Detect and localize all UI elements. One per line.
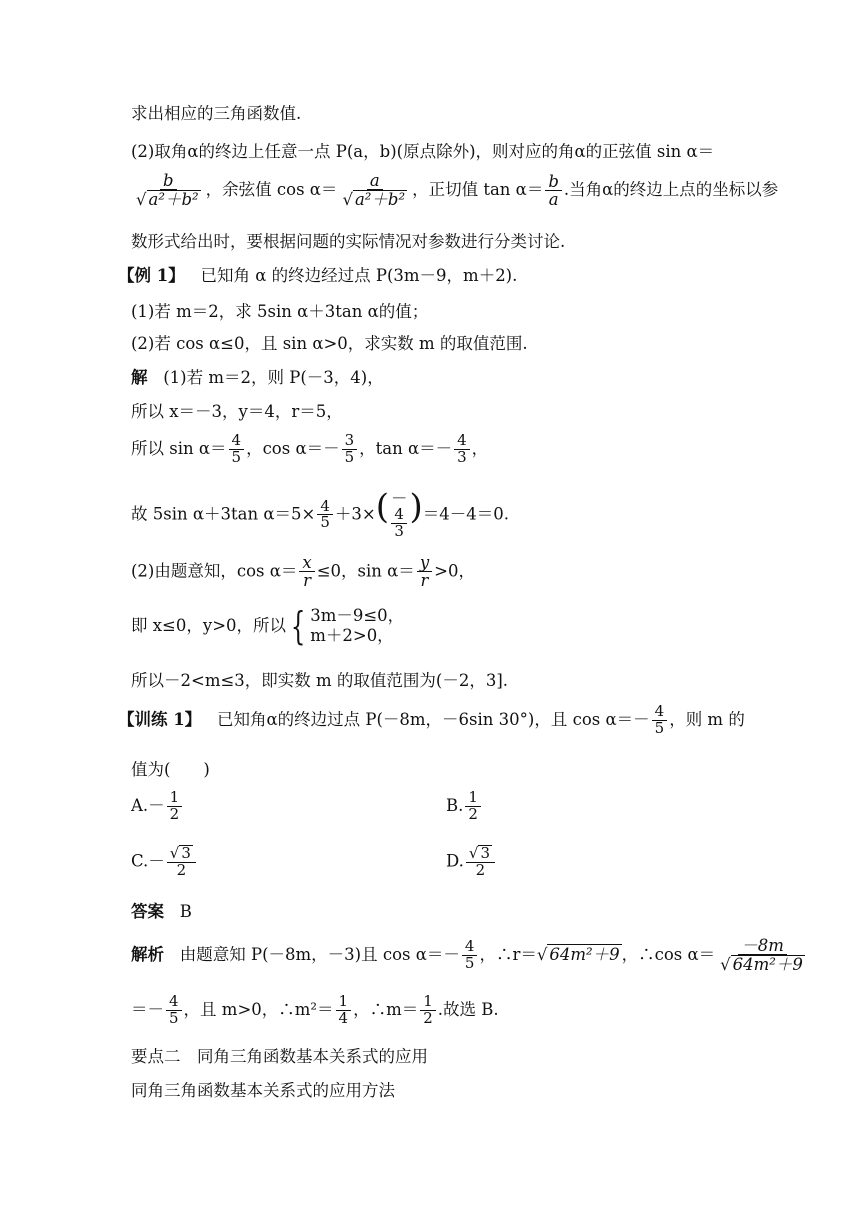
solution-line: 即 x≤0，y>0，所以 { 3m－9≤0， m＋2>0，	[131, 603, 405, 648]
solution-line: 所以 x＝－3，y＝4，r＝5，	[131, 402, 343, 421]
text-line: 求出相应的三角函数值.	[131, 104, 302, 123]
option-b[interactable]: B. $\frac{1}{2}$	[446, 790, 483, 823]
option-d[interactable]: D. √ $\frac{3}{2}$	[446, 845, 497, 879]
section-title: 要点二 同角三角函数基本关系式的应用	[131, 1047, 428, 1066]
text-line: 数形式给出时，要根据问题的实际情况对参数进行分类讨论.	[131, 232, 566, 251]
example-stem: 【例 1】 已知角 α 的终边经过点 P(3m－9，m＋2).	[118, 266, 518, 285]
example-q1: (1)若 m＝2，求 5sin α＋3tan α的值；	[131, 302, 429, 321]
solution-line: 所以 sin α＝ $\frac{4}{5}$ ，cos α＝－ $\frac{3}{5}$ ，tan α＝－ $\frac{4}{3}$ ，	[131, 431, 489, 466]
option-a[interactable]: A.－ $\frac{1}{2}$	[131, 790, 184, 823]
practice-stem: 值为( )	[131, 760, 210, 779]
solution-line: (2)由题意知，cos α＝ $\frac{x}{r}$ ≤0，sin α＝ $\frac{y}{r}$ >0，	[131, 553, 475, 591]
text-line: (2)取角α的终边上任意一点 P(a，b)(原点除外)，则对应的角α的正弦值 sin α＝	[131, 142, 715, 161]
option-c[interactable]: C.－ √ $\frac{3}{2}$	[131, 845, 198, 879]
analysis-line: 解析 由题意知 P(－8m，－3)且 cos α＝－ $\frac{4}{5}$ ，∴r＝√ 64m²＋9 ，∴cos α＝ －8m √ 64m²＋9	[131, 937, 810, 974]
practice-stem: 【训练 1】 已知角α的终边过点 P(－8m，－6sin 30°)，且 cos α＝－ $\frac{4}{5}$ ，则 m 的	[118, 702, 745, 737]
section-subtitle: 同角三角函数基本关系式的应用方法	[131, 1081, 395, 1100]
answer-line: 答案 B	[131, 902, 192, 921]
formula-line: b √ a²＋b² ，余弦值 cos α＝ a √ a²＋b² ，正切值 tan α＝ $\frac{b}{a}$ .当角α的终边上点的坐标以参	[131, 172, 778, 209]
analysis-line: ＝－ $\frac{4}{5}$ ，且 m>0，∴m²＝ $\frac{1}{4}$ ，∴m＝ $\frac{1}{2}$ .故选 B.	[131, 992, 499, 1027]
solution-line: 解 (1)若 m＝2，则 P(－3，4)，	[131, 368, 384, 387]
example-q2: (2)若 cos α≤0，且 sin α>0，求实数 m 的取值范围.	[131, 334, 528, 353]
solution-line: 所以－2<m≤3，即实数 m 的取值范围为(－2，3].	[131, 671, 509, 690]
solution-line: 故 5sin α＋3tan α＝5× $\frac{4}{5}$ ＋3× ( － 4 3 ) ＝4－4＝0.	[131, 487, 509, 541]
